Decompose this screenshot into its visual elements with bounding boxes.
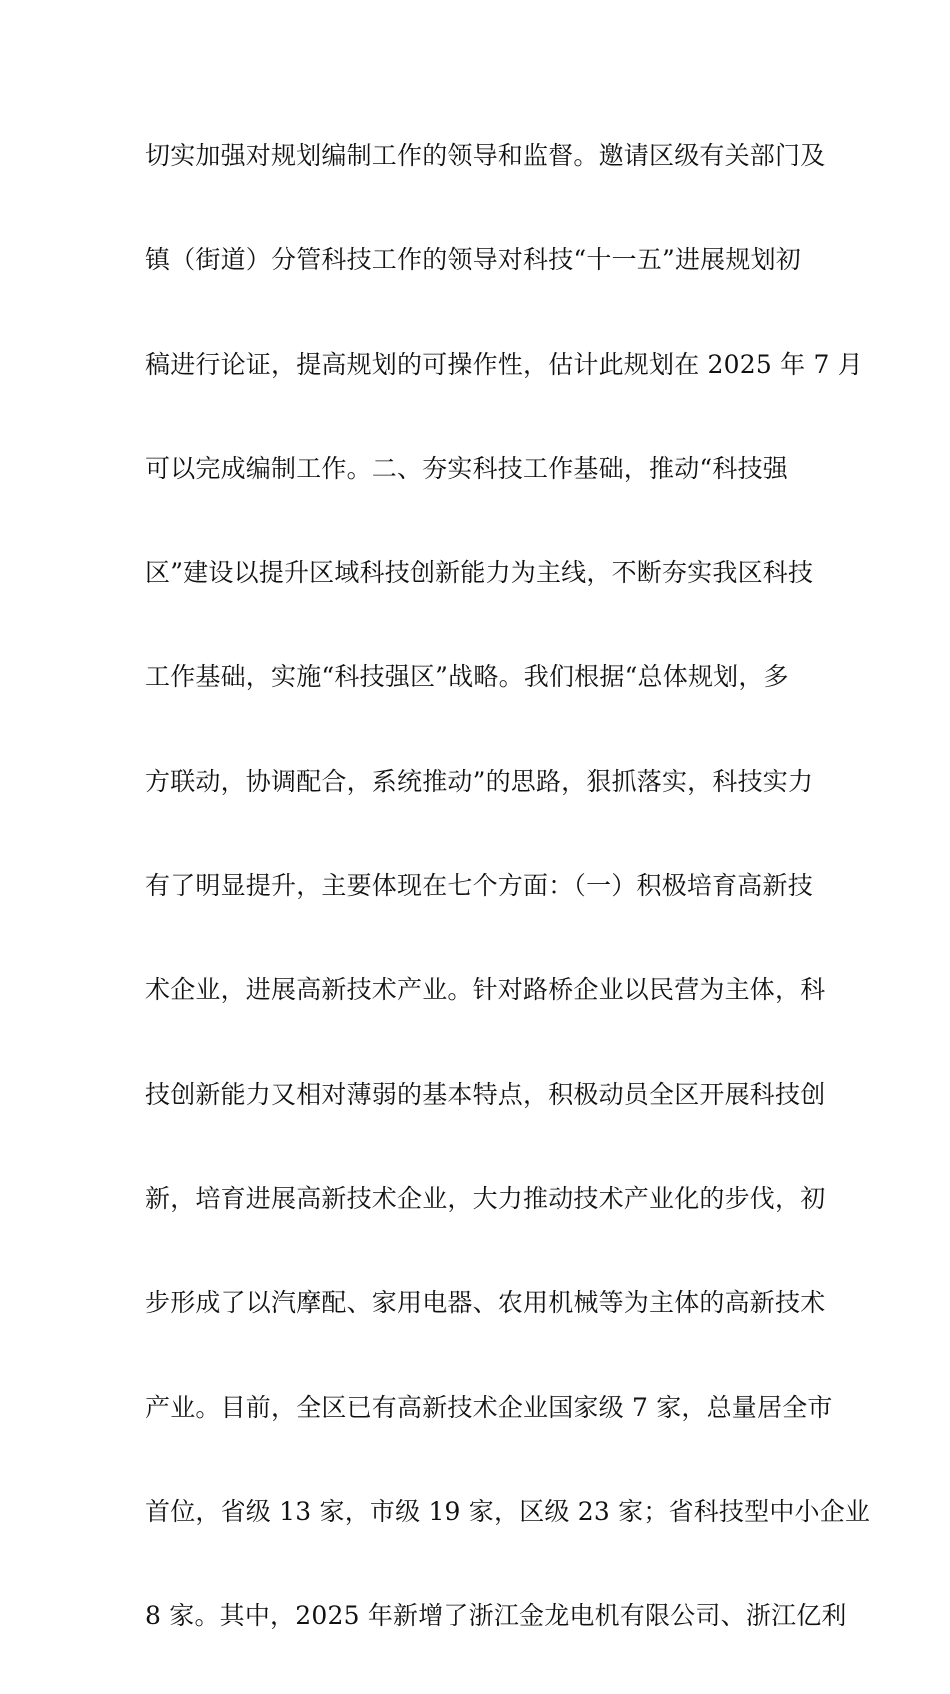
text-line: 步形成了以汽摩配、家用电器、农用机械等为主体的高新技术 [145,1288,826,1318]
text-line: 8 家。其中，2025 年新增了浙江金龙电机有限公司、浙江亿利 [145,1601,847,1631]
text-line: 稿进行论证，提高规划的可操作性，估计此规划在 2025 年 7 月 [145,349,863,379]
text-line: 可以完成编制工作。二、夯实科技工作基础，推动“科技强 [145,453,788,483]
text-line: 区”建设以提升区域科技创新能力为主线，不断夯实我区科技 [145,558,814,588]
text-line: 首位，省级 13 家，市级 19 家，区级 23 家；省科技型中小企业 [145,1496,871,1526]
text-line: 新，培育进展高新技术企业，大力推动技术产业化的步伐，初 [145,1183,826,1213]
text-line: 方联动，协调配合，系统推动”的思路，狠抓落实，科技实力 [145,766,814,796]
text-line: 切实加强对规划编制工作的领导和监督。邀请区级有关部门及 [145,141,826,170]
text-line: 工作基础，实施“科技强区”战略。我们根据“总体规划，多 [145,662,789,692]
text-line: 镇（街道）分管科技工作的领导对科技“十一五”进展规划初 [145,245,801,275]
body-text [145,130,871,1694]
text-line: 术企业，进展高新技术产业。针对路桥企业以民营为主体，科 [145,975,826,1005]
text-line: 产业。目前，全区已有高新技术企业国家级 7 家，总量居全市 [145,1392,833,1422]
text-line: 技创新能力又相对薄弱的基本特点，积极动员全区开展科技创 [145,1079,826,1109]
text-line: 有了明显提升，主要体现在七个方面：（一）积极培育高新技 [145,871,813,901]
